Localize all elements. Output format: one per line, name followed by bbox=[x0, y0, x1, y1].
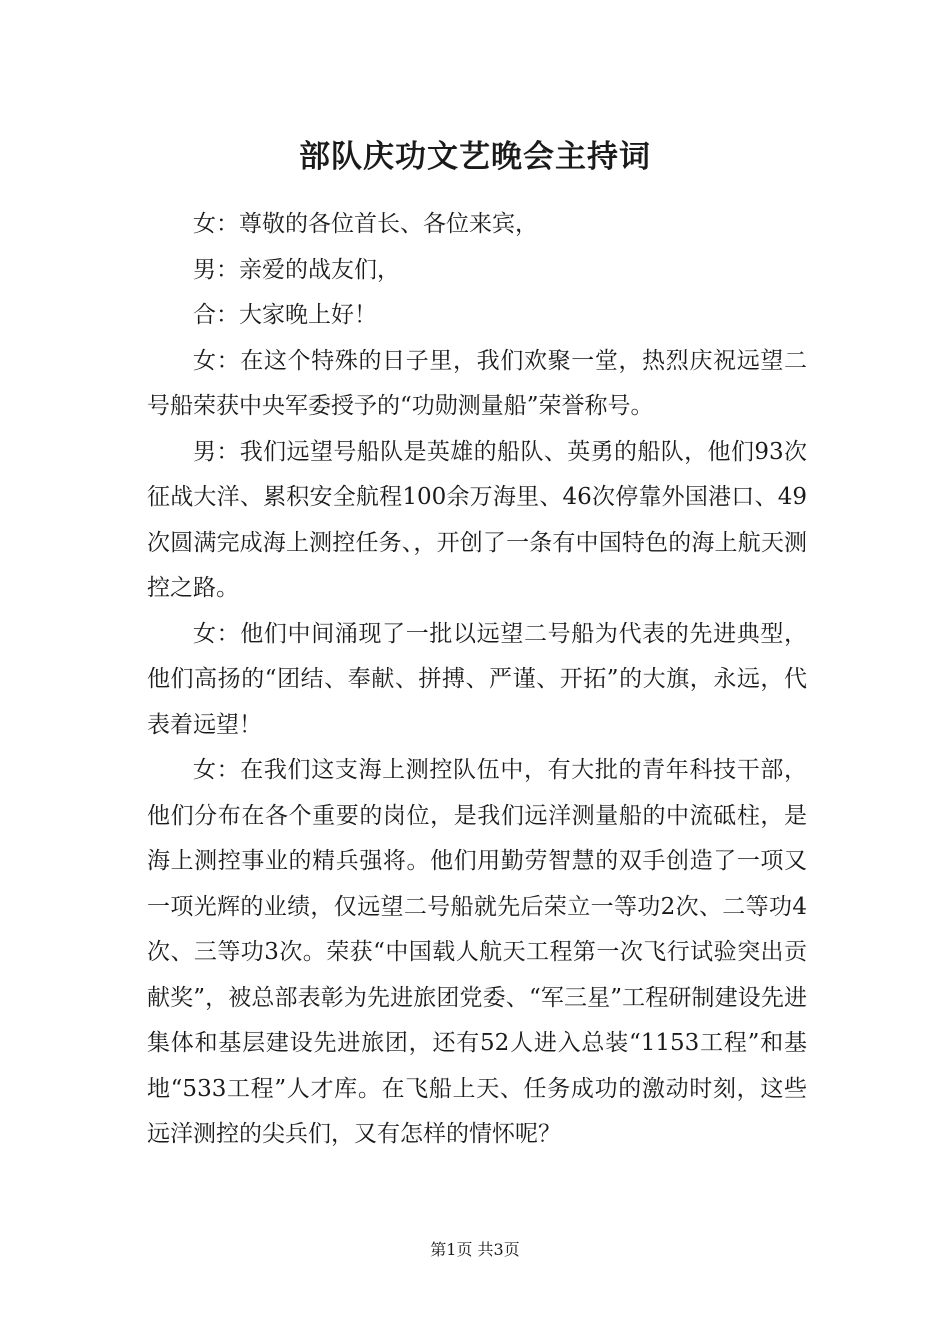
page-footer: 第1页 共3页 bbox=[430, 1240, 520, 1259]
paragraph-fleet: 男：我们远望号船队是英雄的船队、英勇的船队，他们93次征战大洋、累积安全航程100余万海里、46次停靠外国港口、49次圆满完成海上测控任务、，开创了一条有中国特色的海上航天测控之路。 bbox=[147, 438, 807, 601]
paragraph-greeting-female: 女：尊敬的各位首长、各位来宾， bbox=[193, 211, 538, 237]
document-body bbox=[147, 202, 807, 1158]
paragraph-cadres: 女：在我们这支海上测控队伍中，有大批的青年科技干部，他们分布在各个重要的岗位，是我们远洋测量船的中流砥柱，是海上测控事业的精兵强将。他们用勤劳智慧的双手创造了一项又一项光辉的业绩，仅远望二号船就先后荣立一等功2次、二等功4次、三等功3次。荣获“中国载人航天工程第一次飞行试验突出贡献奖”，被总部表彰为先进旅团党委、“军三星”工程研制建设先进集体和基层建设先进旅团，还有52人进入总装“1153工程”和基地“533工程”人才库。在飞船上天、任务成功的激动时刻，这些远洋测控的尖兵们，又有怎样的情怀呢？ bbox=[147, 757, 807, 1147]
paragraph-models: 女：他们中间涌现了一批以远望二号船为代表的先进典型，他们高扬的“团结、奉献、拼搏、严谨、开拓”的大旗，永远，代表着远望！ bbox=[147, 620, 807, 738]
paragraph-greeting-together: 合：大家晚上好！ bbox=[193, 302, 377, 328]
document-title: 部队庆功文艺晚会主持词 bbox=[299, 139, 651, 175]
paragraph-celebration: 女：在这个特殊的日子里，我们欢聚一堂，热烈庆祝远望二号船荣获中央军委授予的“功勋测量船”荣誉称号。 bbox=[147, 347, 807, 419]
paragraph-greeting-male: 男：亲爱的战友们， bbox=[193, 256, 400, 283]
